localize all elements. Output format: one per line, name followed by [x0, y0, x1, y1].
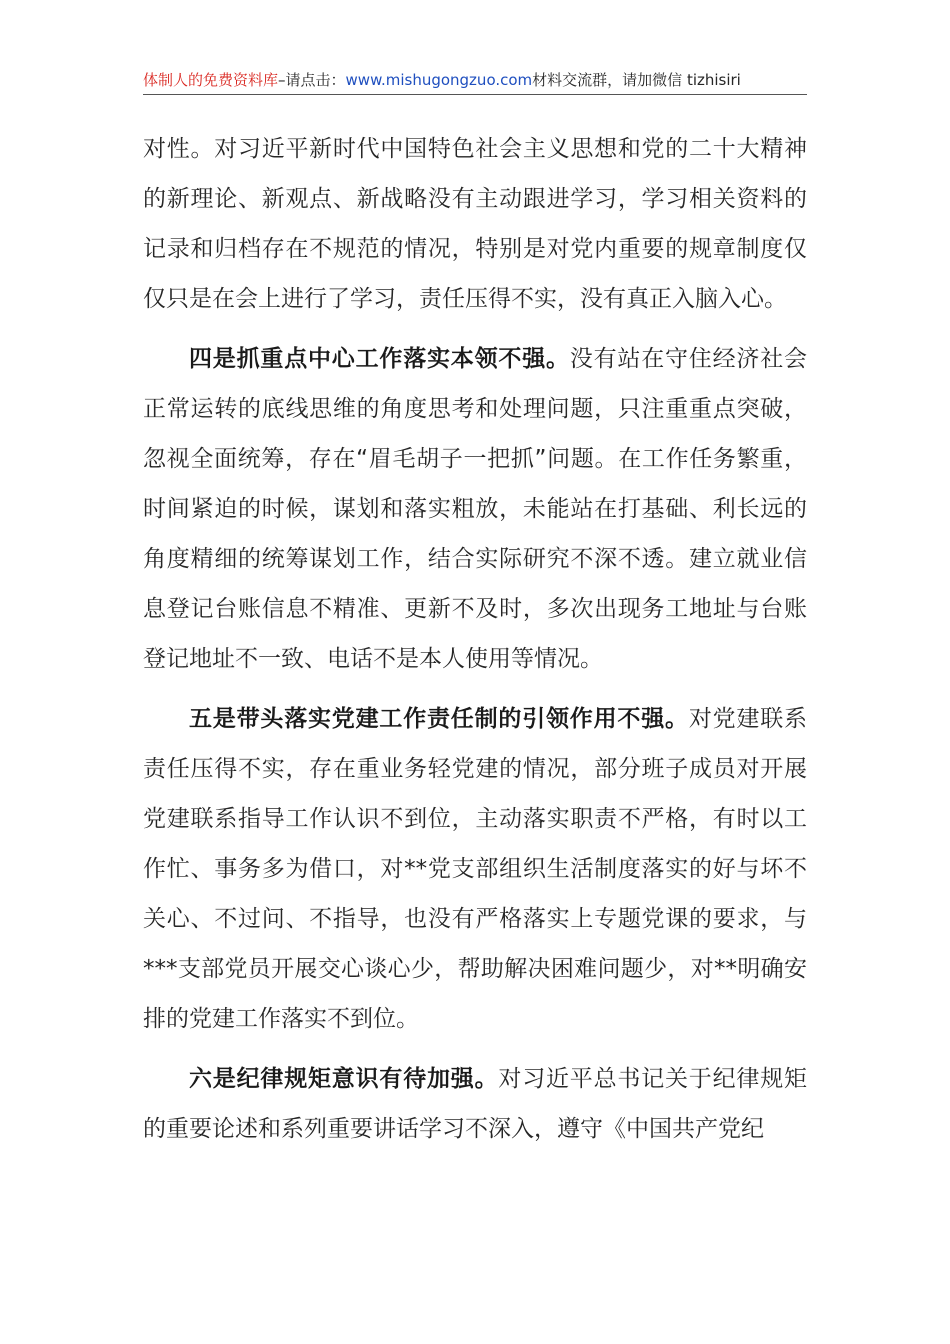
paragraph-body: 对习近平总书记关于纪律规矩的重要论述和系列重要讲话学习不深入，遵守《中国共产党纪	[143, 1066, 808, 1142]
page-header	[143, 70, 807, 95]
paragraph-body: 对党建联系责任压得不实，存在重业务轻党建的情况，部分班子成员对开展党建联系指导工作认识不到位，主动落实职责不严格，有时以工作忙、事务多为借口，对**党支部组织生活制度落实的好与坏不关心、不过问、不指导，也没有严格落实上专题党课的要求，与***支部党员开展交心谈心少，帮助解决困难问题少，对**明确安排的党建工作落实不到位。	[143, 706, 808, 1032]
paragraph-body: 没有站在守住经济社会正常运转的底线思维的角度思考和处理问题，只注重重点突破，忽视全面统筹，存在“眉毛胡子一把抓”问题。在工作任务繁重，时间紧迫的时候，谋划和落实粗放，未能站在打基础、利长远的角度精细的统筹谋划工作，结合实际研究不深不透。建立就业信息登记台账信息不精准、更新不及时，多次出现务工地址与台账登记地址不一致、电话不是本人使用等情况。	[143, 346, 808, 672]
header-brand: 体制人的免费资料库	[143, 71, 279, 89]
paragraph-continuation	[143, 124, 807, 324]
header-tail: 材料交流群，请加微信 tizhisiri	[532, 71, 741, 89]
document-body	[143, 124, 807, 1164]
paragraph-point-four	[143, 334, 807, 684]
paragraph-lead: 四是抓重点中心工作落实本领不强。	[189, 346, 570, 372]
paragraph-point-five	[143, 694, 807, 1044]
paragraph-lead: 五是带头落实党建工作责任制的引领作用不强。	[189, 706, 689, 732]
header-separator: –请点击：	[278, 71, 346, 89]
header-url-link[interactable]: www.mishugongzuo.com	[345, 71, 533, 89]
paragraph-point-six	[143, 1054, 807, 1154]
paragraph-body: 对性。对习近平新时代中国特色社会主义思想和党的二十大精神的新理论、新观点、新战略没有主动跟进学习，学习相关资料的记录和归档存在不规范的情况，特别是对党内重要的规章制度仅仅只是在会上进行了学习，责任压得不实，没有真正入脑入心。	[143, 136, 807, 312]
paragraph-lead: 六是纪律规矩意识有待加强。	[189, 1066, 499, 1092]
